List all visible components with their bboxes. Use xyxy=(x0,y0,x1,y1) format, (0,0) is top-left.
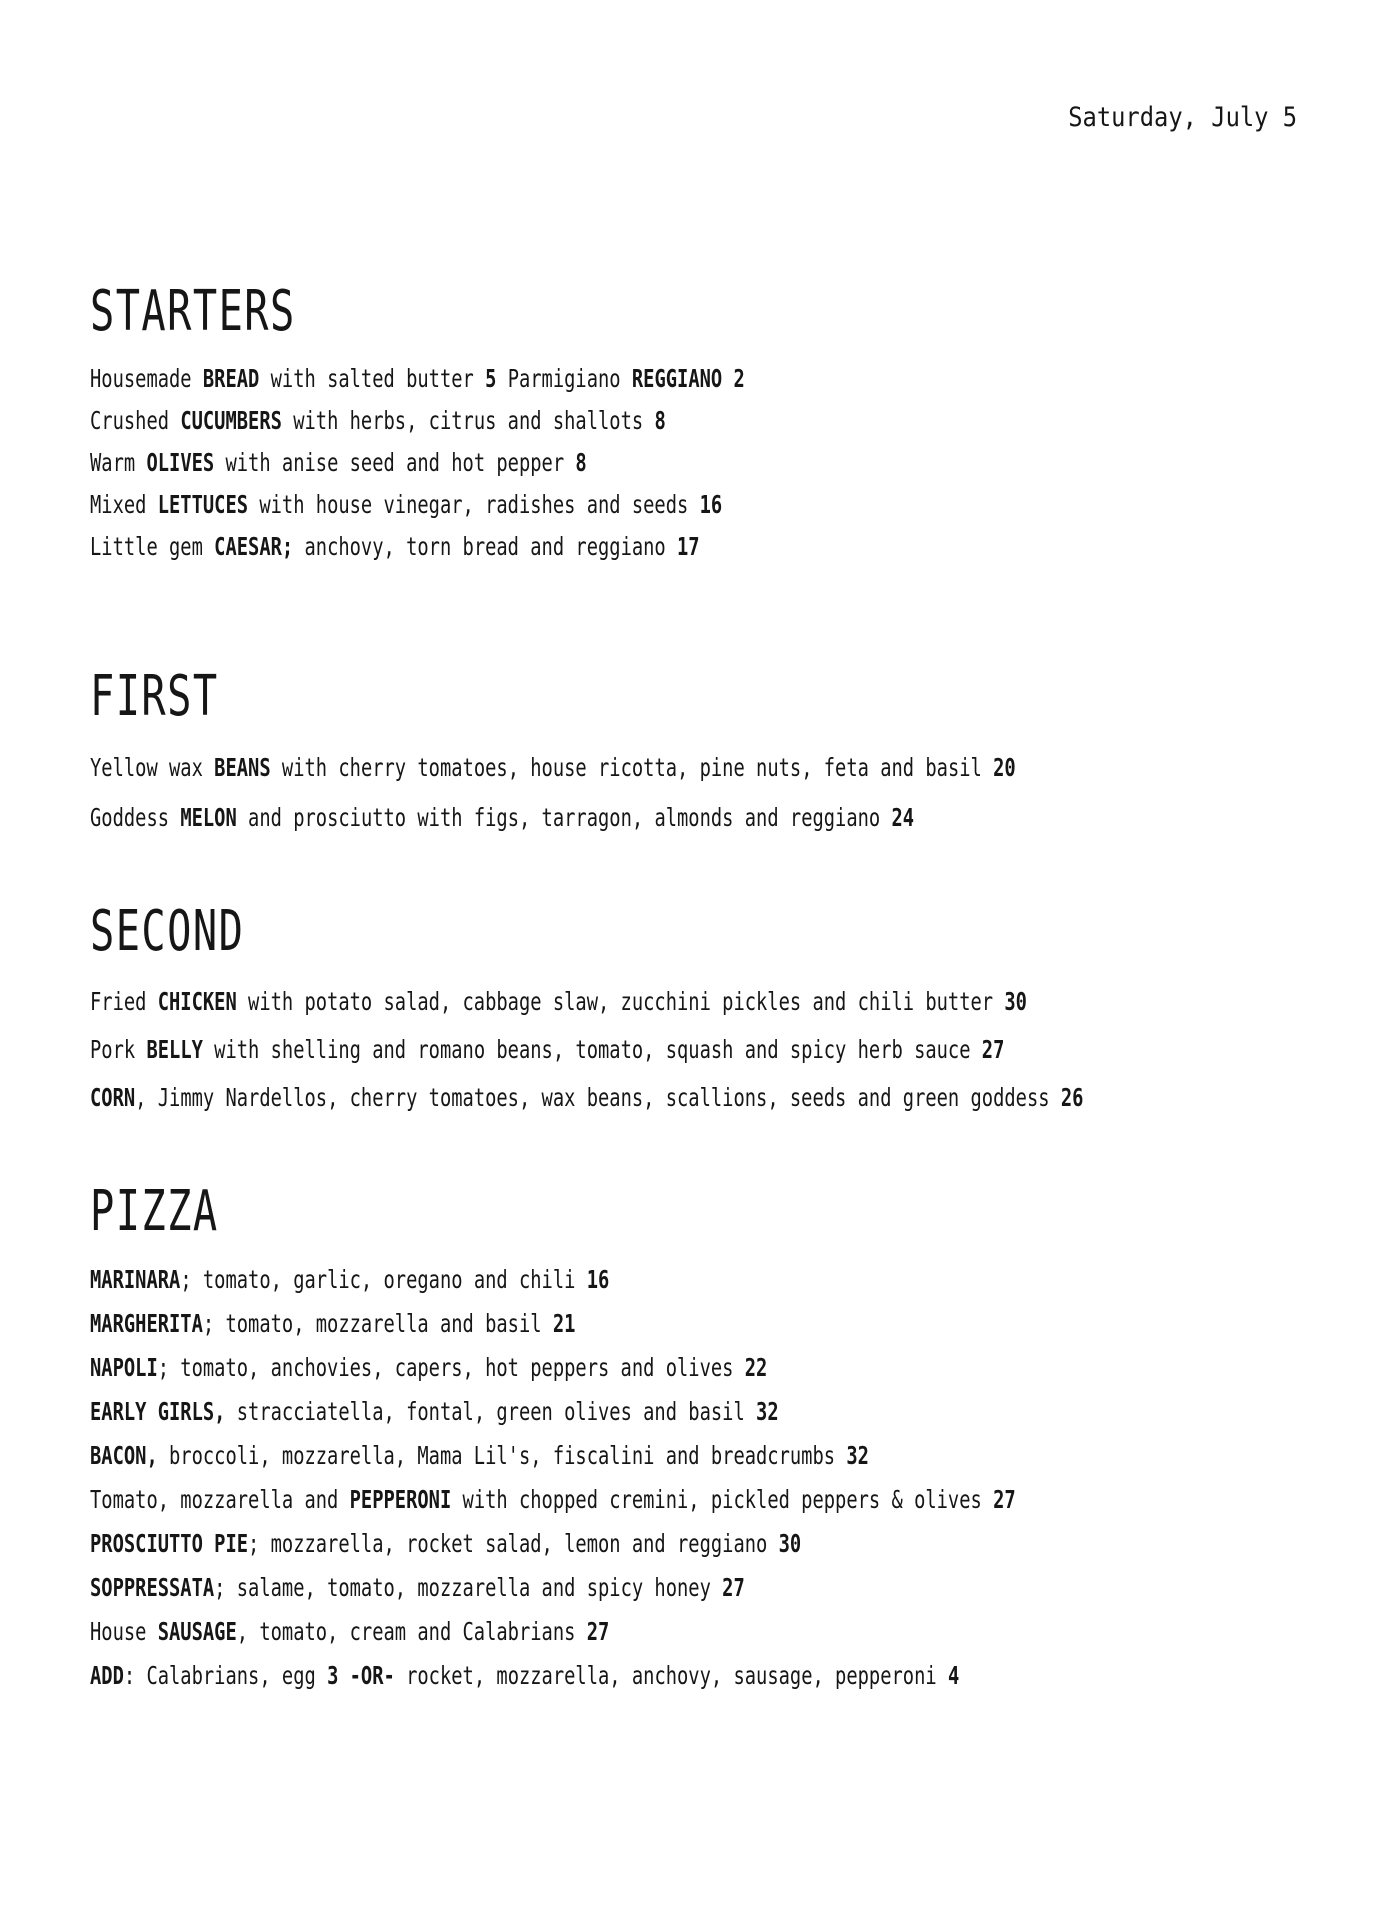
first-item-list xyxy=(90,743,1297,843)
menu-section-first xyxy=(90,664,1297,843)
menu-item-emphasis: 21 xyxy=(552,1309,576,1338)
menu-item-text: with chopped cremini, pickled peppers & olives xyxy=(451,1485,994,1514)
menu-item-emphasis: 32 xyxy=(846,1441,869,1470)
menu-item-text: with cherry tomatoes, house ricotta, pine nuts, feta and basil xyxy=(270,753,994,782)
menu-item-text: Yellow wax xyxy=(90,753,215,782)
menu-item-emphasis: 20 xyxy=(993,753,1016,782)
section-title-first: FIRST xyxy=(90,664,219,729)
menu-item-text: ; tomato, anchovies, capers, hot peppers and olives xyxy=(157,1353,745,1382)
menu-section-starters xyxy=(90,279,1297,568)
menu-item-emphasis: 27 xyxy=(722,1573,745,1602)
menu-item xyxy=(90,1434,995,1478)
menu-item-emphasis: CUCUMBERS xyxy=(180,406,282,435)
menu-item-emphasis: 16 xyxy=(699,490,723,519)
menu-item-text: House xyxy=(90,1617,158,1646)
menu-item-text: ; tomato, mozzarella and basil xyxy=(202,1309,553,1338)
menu-item-text: Mixed xyxy=(90,490,158,519)
menu-item-emphasis: 8 xyxy=(575,448,587,477)
menu-item-emphasis: 26 xyxy=(1060,1083,1084,1112)
menu-section-second xyxy=(90,899,1297,1122)
menu-item-text: broccoli, mozzarella, Mama Lil's, fiscalini and breadcrumbs xyxy=(157,1441,847,1470)
menu-section-pizza xyxy=(90,1179,1297,1698)
menu-item-text: Housemade xyxy=(90,364,203,393)
menu-date: Saturday, July 5 xyxy=(1068,102,1297,133)
menu-item-text: Tomato, mozzarella and xyxy=(90,1485,350,1514)
menu-item-emphasis: 30 xyxy=(778,1529,802,1558)
menu-item-text: with salted butter xyxy=(259,364,486,393)
menu-item-text: Crushed xyxy=(90,406,181,435)
menu-item xyxy=(90,1258,995,1302)
menu-item xyxy=(90,978,1027,1026)
menu-item xyxy=(90,793,995,843)
menu-item-text: with anise seed and hot pepper xyxy=(214,448,576,477)
menu-item xyxy=(90,1302,995,1346)
menu-item-text: Goddess xyxy=(90,803,181,832)
menu-item xyxy=(90,1522,995,1566)
menu-item-emphasis: LETTUCES xyxy=(157,490,249,519)
menu-item xyxy=(90,1390,995,1434)
menu-item-emphasis: 27 xyxy=(586,1617,610,1646)
menu-item-emphasis: 32 xyxy=(756,1397,779,1426)
menu-item-text: , Jimmy Nardellos, cherry tomatoes, wax beans, scallions, seeds and green goddess xyxy=(135,1083,1061,1112)
menu-item-text: Parmigiano xyxy=(496,364,632,393)
pizza-item-list xyxy=(90,1258,1297,1698)
menu-item-emphasis: 5 xyxy=(485,364,497,393)
menu-item-text: Warm xyxy=(90,448,147,477)
starters-item-list xyxy=(90,358,1297,568)
menu-item-emphasis: OLIVES xyxy=(146,448,215,477)
menu-item xyxy=(90,1654,995,1698)
menu-item xyxy=(90,1074,1084,1122)
menu-item xyxy=(90,1566,995,1610)
menu-item-text: stracciatella, fontal, green olives and basil xyxy=(225,1397,757,1426)
menu-item-text: Little gem xyxy=(90,532,215,561)
menu-item xyxy=(90,1478,1016,1522)
menu-item-emphasis: REGGIANO 2 xyxy=(631,364,745,393)
menu-item-emphasis: 17 xyxy=(677,532,700,561)
menu-item-emphasis: MARINARA xyxy=(90,1265,181,1294)
menu-item-text: ; salame, tomato, mozzarella and spicy honey xyxy=(214,1573,723,1602)
menu-item-text: with shelling and romano beans, tomato, squash and spicy herb sauce xyxy=(202,1035,982,1064)
menu-item-text: anchovy, torn bread and reggiano xyxy=(293,532,678,561)
menu-item-emphasis: 4 xyxy=(947,1661,960,1690)
menu-item-emphasis: 30 xyxy=(1004,987,1027,1016)
menu-item-text: : Calabrians, egg xyxy=(123,1661,328,1690)
menu-item-text: with potato salad, cabbage slaw, zucchini pickles and chili butter xyxy=(236,987,1005,1016)
menu-item-text: with herbs, citrus and shallots xyxy=(281,406,655,435)
menu-item-emphasis: BEANS xyxy=(214,753,271,782)
menu-item-emphasis: SAUSAGE xyxy=(157,1617,237,1646)
menu-item-text: rocket, mozzarella, anchovy, sausage, pepperoni xyxy=(394,1661,948,1690)
menu-item-emphasis: PROSCIUTTO PIE xyxy=(90,1529,249,1558)
menu-item xyxy=(90,400,995,442)
menu-item-text: Fried xyxy=(90,987,158,1016)
menu-body xyxy=(90,279,1297,1698)
menu-item xyxy=(90,743,1016,793)
menu-item-emphasis: BACON, xyxy=(90,1441,158,1470)
second-item-list xyxy=(90,978,1297,1122)
menu-item-emphasis: 27 xyxy=(981,1035,1005,1064)
menu-item-emphasis: 24 xyxy=(891,803,915,832)
menu-item-emphasis: CHICKEN xyxy=(157,987,237,1016)
menu-item-emphasis: SOPPRESSATA xyxy=(90,1573,215,1602)
menu-item-emphasis: CORN xyxy=(90,1083,136,1112)
menu-item xyxy=(90,442,995,484)
menu-item-emphasis: 27 xyxy=(993,1485,1016,1514)
menu-item xyxy=(90,484,995,526)
menu-item xyxy=(90,1610,995,1654)
section-title-starters: STARTERS xyxy=(90,279,296,344)
menu-item-text: Pork xyxy=(90,1035,147,1064)
menu-item-text: with house vinegar, radishes and seeds xyxy=(248,490,700,519)
menu-item-emphasis: 3 -OR- xyxy=(327,1661,395,1690)
menu-item-emphasis: EARLY GIRLS, xyxy=(90,1397,226,1426)
menu-item-emphasis: BREAD xyxy=(202,364,260,393)
section-title-pizza: PIZZA xyxy=(90,1179,219,1244)
menu-item-emphasis: PEPPERONI xyxy=(349,1485,452,1514)
menu-item xyxy=(90,1026,1005,1074)
menu-item-emphasis: 22 xyxy=(744,1353,768,1382)
menu-item-text: ; tomato, garlic, oregano and chili xyxy=(180,1265,587,1294)
menu-item-emphasis: MARGHERITA xyxy=(90,1309,203,1338)
menu-item xyxy=(90,1346,995,1390)
menu-item-text: and prosciutto with figs, tarragon, almonds and reggiano xyxy=(236,803,892,832)
menu-item-emphasis: MELON xyxy=(180,803,237,832)
menu-item-text: ; mozzarella, rocket salad, lemon and reggiano xyxy=(248,1529,779,1558)
menu-item-emphasis: CAESAR; xyxy=(214,532,294,561)
section-title-second: SECOND xyxy=(90,899,245,964)
menu-item xyxy=(90,526,995,568)
menu-item-text: , tomato, cream and Calabrians xyxy=(236,1617,587,1646)
menu-item-emphasis: 8 xyxy=(654,406,666,435)
menu-item xyxy=(90,358,995,400)
menu-item-emphasis: BELLY xyxy=(146,1035,203,1064)
menu-item-emphasis: ADD xyxy=(90,1661,124,1690)
menu-item-emphasis: 16 xyxy=(586,1265,610,1294)
menu-item-emphasis: NAPOLI xyxy=(90,1353,158,1382)
page-header xyxy=(90,0,1297,131)
